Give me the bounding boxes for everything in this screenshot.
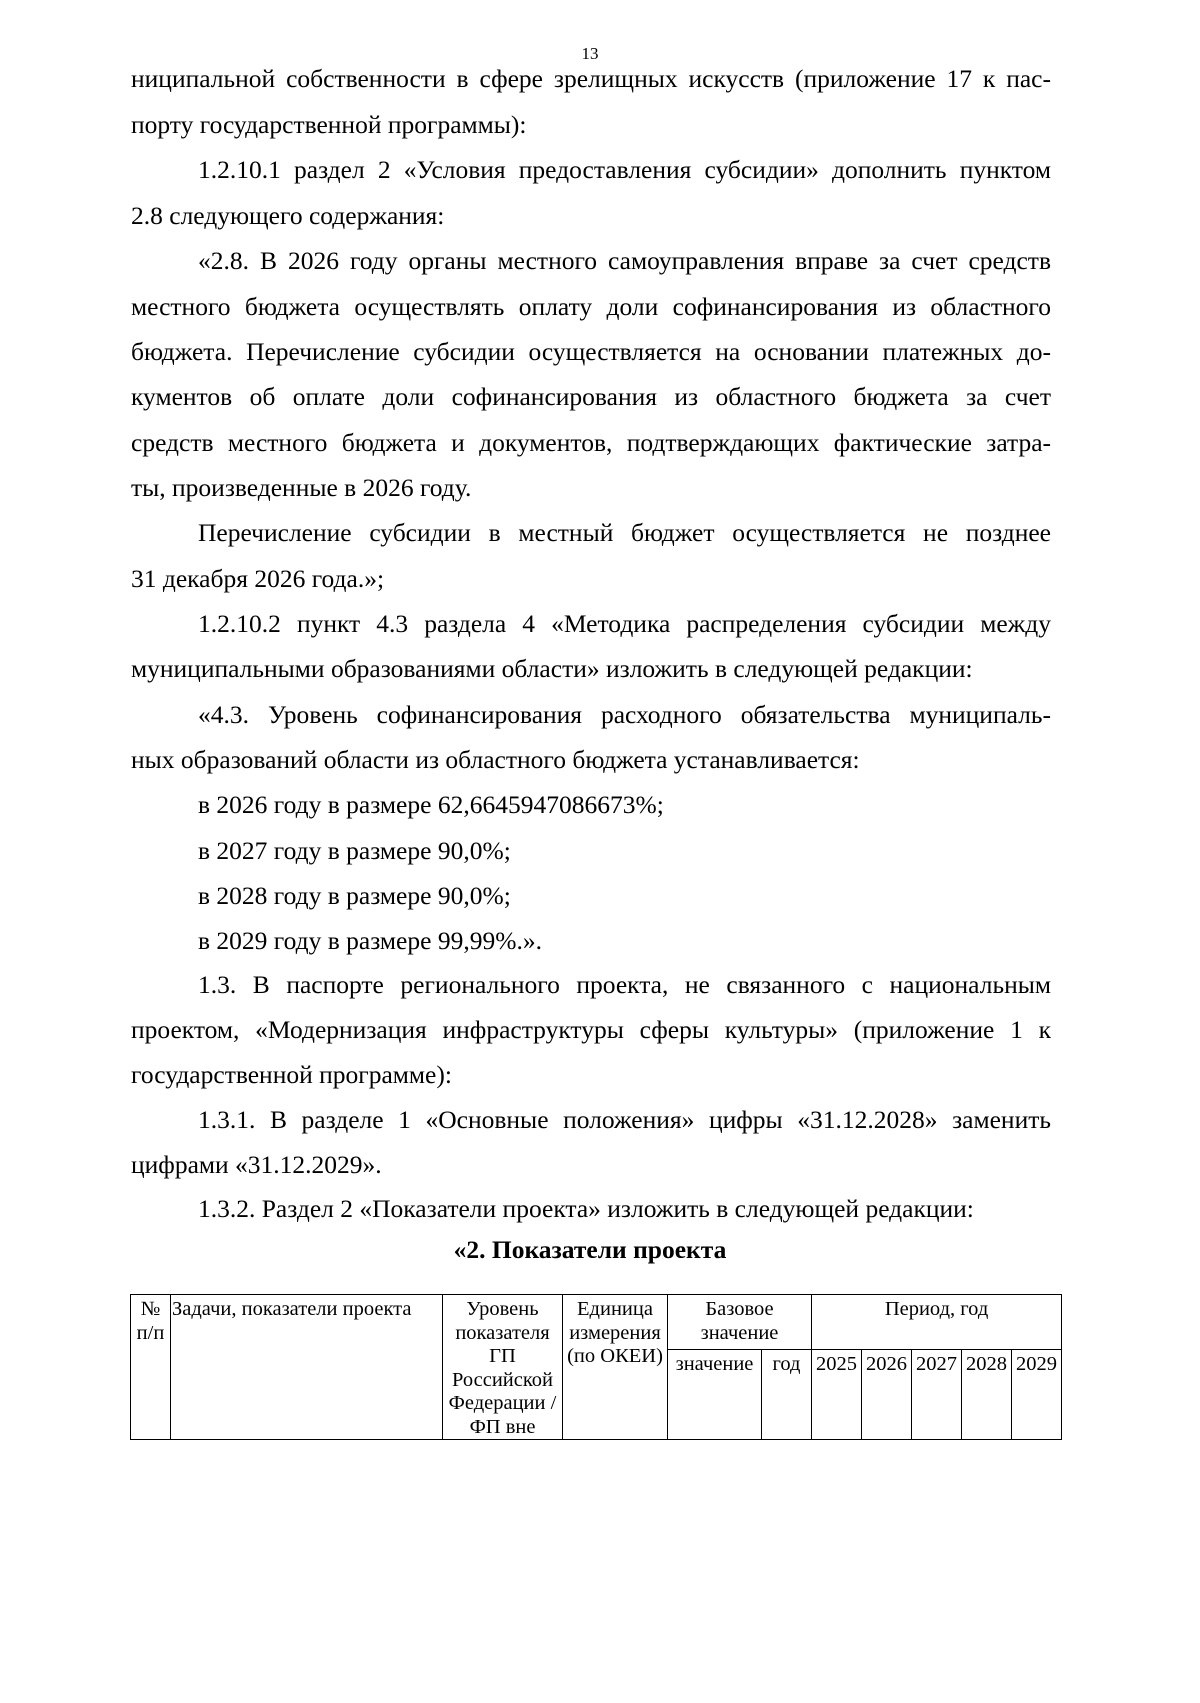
paragraph-line: ниципальной собственности в сфере зрелищных искусств (приложение 17 к пас- [131, 64, 1051, 93]
paragraph-line: муниципальными образованиями области» изложить в следующей редакции: [131, 654, 973, 683]
header-year: 2029 [1012, 1349, 1062, 1439]
header-year: 2026 [862, 1349, 912, 1439]
page-number: 13 [581, 44, 599, 63]
header-period: Период, год [812, 1295, 1062, 1350]
paragraph-line: проектом, «Модернизация инфраструктуры сферы культуры» (приложение 1 к [131, 1015, 1051, 1044]
paragraph-line: порту государственной программы): [131, 110, 527, 139]
header-year: 2028 [962, 1349, 1012, 1439]
header-base-value: значение [668, 1349, 762, 1439]
paragraph-line: кументов об оплате доли софинансирования из областного бюджета за счет [131, 382, 1051, 411]
paragraph-line: ных образований области из областного бюджета устанавливается: [131, 745, 860, 774]
header-base-year: год [762, 1349, 812, 1439]
paragraph-line: в 2027 году в размере 90,0%; [198, 836, 511, 865]
paragraph-line: 1.2.10.2 пункт 4.3 раздела 4 «Методика распределения субсидии между [198, 609, 1051, 638]
paragraph-line: «4.3. Уровень софинансирования расходного обязательства муниципаль- [198, 700, 1051, 729]
paragraph-line: 1.3. В паспорте регионального проекта, не связанного с национальным [198, 970, 1051, 999]
indicators-table [130, 1294, 1062, 1440]
paragraph-line: 1.3.2. Раздел 2 «Показатели проекта» изложить в следующей редакции: [198, 1194, 974, 1223]
header-year: 2025 [812, 1349, 862, 1439]
header-unit: Единица измерения (по ОКЕИ) [563, 1295, 668, 1440]
paragraph-line: «2.8. В 2026 году органы местного самоуправления вправе за счет средств [198, 246, 1051, 275]
paragraph-line: ты, произведенные в 2026 году. [131, 473, 472, 502]
paragraph-line: цифрами «31.12.2029». [131, 1150, 382, 1179]
paragraph-line: местного бюджета осуществлять оплату доли софинансирования из областного [131, 292, 1051, 321]
paragraph-line: в 2029 году в размере 99,99%.». [198, 926, 542, 955]
paragraph-line: средств местного бюджета и документов, подтверждающих фактические затра- [131, 428, 1051, 457]
table-title: «2. Показатели проекта [453, 1235, 727, 1264]
header-year: 2027 [912, 1349, 962, 1439]
header-num: № п/п [131, 1295, 171, 1440]
paragraph-line: в 2028 году в размере 90,0%; [198, 881, 511, 910]
header-level: Уровень показателя ГП Российской Федерации / ФП вне [443, 1295, 563, 1440]
paragraph-line: 31 декабря 2026 года.»; [131, 564, 385, 593]
paragraph-line: 1.2.10.1 раздел 2 «Условия предоставления субсидии» дополнить пунктом [198, 155, 1051, 184]
header-base: Базовое значение [668, 1295, 812, 1350]
paragraph-line: государственной программе): [131, 1060, 452, 1089]
paragraph-line: 2.8 следующего содержания: [131, 201, 445, 230]
paragraph-line: в 2026 году в размере 62,6645947086673%; [198, 790, 664, 819]
paragraph-line: 1.3.1. В разделе 1 «Основные положения» цифры «31.12.2028» заменить [198, 1105, 1051, 1134]
paragraph-line: бюджета. Перечисление субсидии осуществляется на основании платежных до- [131, 337, 1051, 366]
paragraph-line: Перечисление субсидии в местный бюджет осуществляется не позднее [198, 518, 1051, 547]
header-tasks: Задачи, показатели проекта [171, 1295, 443, 1440]
